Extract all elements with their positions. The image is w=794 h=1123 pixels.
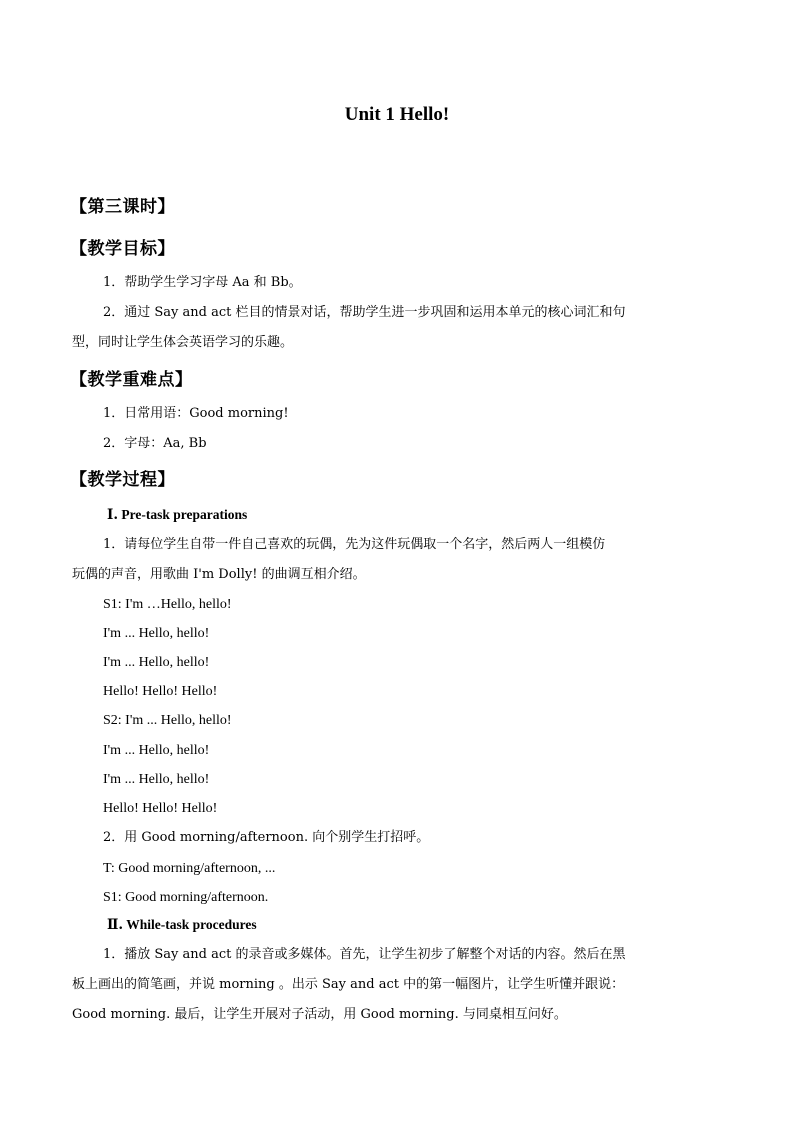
pre-task-para2: 2．用 Good morning/afternoon. 向个别学生打招呼。 [103, 830, 430, 845]
pre-task-para1-line2: 玩偶的声音，用歌曲 I'm Dolly! 的曲调互相介绍。 [72, 567, 366, 582]
while-task-para1-line2: 板上画出的简笔画，并说 morning 。出示 Say and act 中的第一幅图片，让学生听懂并跟说： [72, 977, 625, 992]
objective-1: 1．帮助学生学习字母 Aa 和 Bb。 [103, 275, 302, 290]
pre-task-heading-num: Ⅰ. [107, 507, 119, 523]
while-task-heading-text: While-task procedures [123, 917, 257, 932]
pre-task-heading [107, 507, 247, 523]
dialog-line: I'm ... Hello, hello! [103, 655, 210, 670]
page-title: Unit 1 Hello! [344, 104, 450, 125]
pre-task-heading-text: Pre-task preparations [118, 507, 248, 522]
dialog-line: Hello! Hello! Hello! [103, 684, 218, 699]
objectives-heading: 【教学目标】 [70, 239, 175, 259]
dialog-line: Hello! Hello! Hello! [103, 801, 218, 816]
dialog-line: S1: I'm …Hello, hello! [103, 597, 232, 612]
while-task-heading [107, 917, 257, 933]
lesson-heading: 【第三课时】 [70, 197, 175, 217]
process-heading: 【教学过程】 [70, 470, 175, 490]
while-task-para1-line3: Good morning. 最后，让学生开展对子活动，用 Good morning. 与同桌相互问好。 [72, 1007, 567, 1022]
student-line: S1: Good morning/afternoon. [103, 890, 269, 905]
dialog-line: I'm ... Hello, hello! [103, 772, 210, 787]
while-task-heading-num: Ⅱ. [107, 917, 124, 933]
teacher-line: T: Good morning/afternoon, ... [103, 861, 276, 876]
key-points-heading: 【教学重难点】 [70, 370, 193, 390]
objective-2-line1: 2．通过 Say and act 栏目的情景对话，帮助学生进一步巩固和运用本单元的核心词汇和句 [103, 305, 626, 320]
while-task-para1-line1: 1．播放 Say and act 的录音或多媒体。首先，让学生初步了解整个对话的内容。然后在黑 [103, 947, 626, 962]
dialog-line: I'm ... Hello, hello! [103, 626, 210, 641]
key-point-1: 1．日常用语：Good morning! [103, 406, 289, 421]
pre-task-para1-line1: 1．请每位学生自带一件自己喜欢的玩偶，先为这件玩偶取一个名字，然后两人一组模仿 [103, 537, 606, 552]
key-point-2: 2．字母：Aa, Bb [103, 436, 207, 451]
dialog-line: I'm ... Hello, hello! [103, 743, 210, 758]
objective-2-line2: 型，同时让学生体会英语学习的乐趣。 [72, 335, 294, 350]
dialog-line: S2: I'm ... Hello, hello! [103, 713, 232, 728]
